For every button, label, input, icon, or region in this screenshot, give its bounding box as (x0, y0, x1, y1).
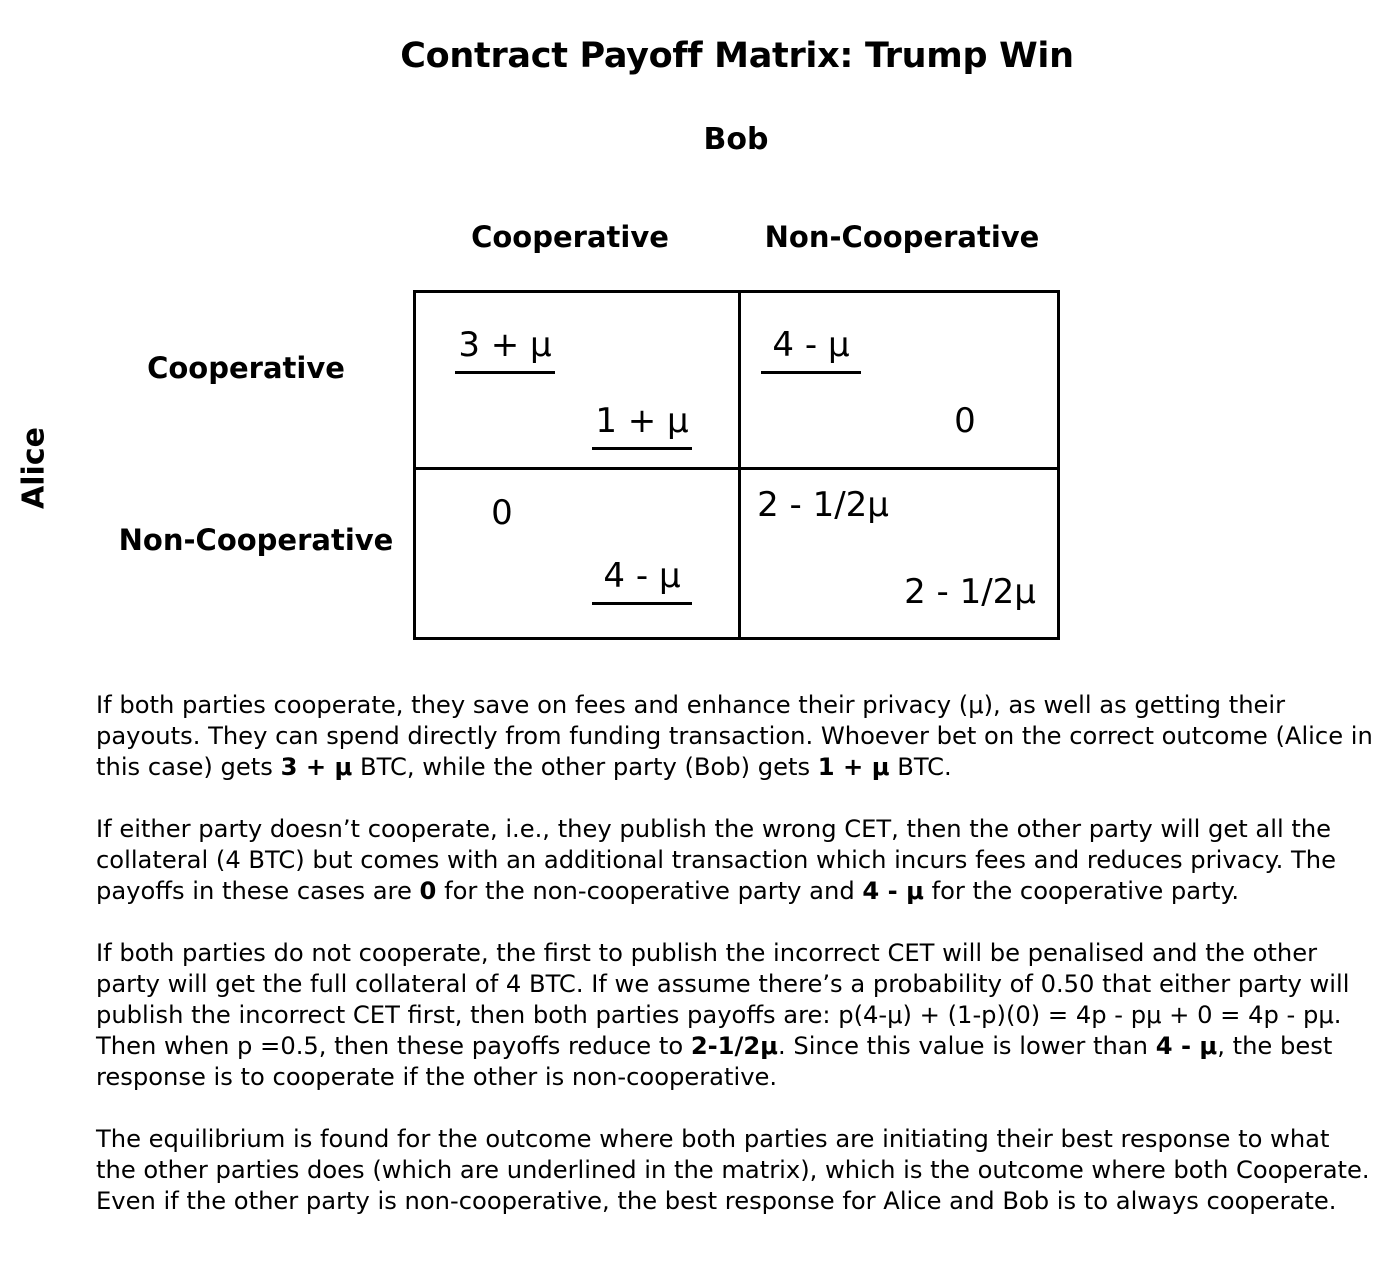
paragraph-text: for the non-cooperative party and (436, 877, 863, 905)
matrix-horizontal-divider (416, 467, 1057, 470)
column-player-label: Bob (703, 122, 769, 157)
bold-value: 1 + μ (817, 753, 890, 781)
row-player-label: Alice (16, 427, 52, 509)
paragraph-text: for the cooperative party. (923, 877, 1240, 905)
payoff-alice-noncoop-coop: 0 (491, 493, 513, 533)
paragraph-text: If both parties do not cooperate, the first to publish the incorrect CET will be penalised and the other party will get the full collateral of 4 BTC. If we assume there’s a probability of 0.50 that either party will publish the incorrect CET first, then both parties payoffs are: p(4-μ) + (1-p)(0) = 4p - pμ + 0 = 4p - pμ. Then when p =0.5, then these payoffs reduce to (96, 939, 1350, 1060)
bold-value: 4 - μ (1155, 1032, 1218, 1060)
payoff-bob-noncoop-noncoop: 2 - 1/2μ (904, 572, 1036, 612)
paragraph-cooperate (96, 690, 1376, 783)
payoff-bob-coop-noncoop: 0 (954, 401, 976, 441)
paragraph-text: If either party doesn’t cooperate, i.e., they publish the wrong CET, then the other party will get all the collateral (4 BTC) but comes with an additional transaction which incurs fees and reduces privacy. The payoffs in these cases are (96, 815, 1336, 905)
paragraph-text: BTC, while the other party (Bob) gets (352, 753, 818, 781)
bold-value: 4 - μ (862, 877, 924, 905)
column-header-non-cooperative: Non-Cooperative (764, 220, 1040, 254)
column-header-cooperative: Cooperative (471, 220, 669, 254)
bold-value: 2-1/2μ (690, 1032, 778, 1060)
payoff-alice-coop-coop: 3 + μ (455, 325, 555, 374)
paragraph-one-noncooperate (96, 814, 1376, 907)
row-header-cooperative: Cooperative (147, 351, 345, 385)
row-header-non-cooperative: Non-Cooperative (118, 523, 394, 557)
explanation-text (96, 690, 1376, 1248)
paragraph-text: , the best response is to cooperate if the other is non-cooperative. (96, 1032, 1333, 1091)
bold-value: 0 (419, 877, 437, 905)
bold-value: 3 + μ (280, 753, 353, 781)
paragraph-equilibrium (96, 1124, 1376, 1217)
payoff-alice-noncoop-noncoop: 2 - 1/2μ (757, 485, 889, 525)
paragraph-both-noncooperate (96, 938, 1376, 1093)
paragraph-text: BTC. (889, 753, 952, 781)
paragraph-text: If both parties cooperate, they save on fees and enhance their privacy (μ), as well as getting their payouts. They can spend directly from funding transaction. Whoever bet on the correct outcome (Alice in this case) gets (96, 691, 1373, 781)
payoff-matrix (413, 290, 1060, 640)
payoff-alice-coop-noncoop: 4 - μ (761, 325, 861, 374)
page-title: Contract Payoff Matrix: Trump Win (400, 36, 1074, 76)
matrix-vertical-divider (738, 293, 741, 637)
paragraph-text: The equilibrium is found for the outcome where both parties are initiating their best response to what the other parties does (which are underlined in the matrix), which is the outcome where both Cooperate. Even if the other party is non-cooperative, the best response for Alice and Bob is to always cooperate. (96, 1125, 1370, 1215)
payoff-bob-coop-coop: 1 + μ (592, 401, 692, 450)
payoff-bob-noncoop-coop: 4 - μ (592, 556, 692, 605)
paragraph-text: . Since this value is lower than (777, 1032, 1156, 1060)
